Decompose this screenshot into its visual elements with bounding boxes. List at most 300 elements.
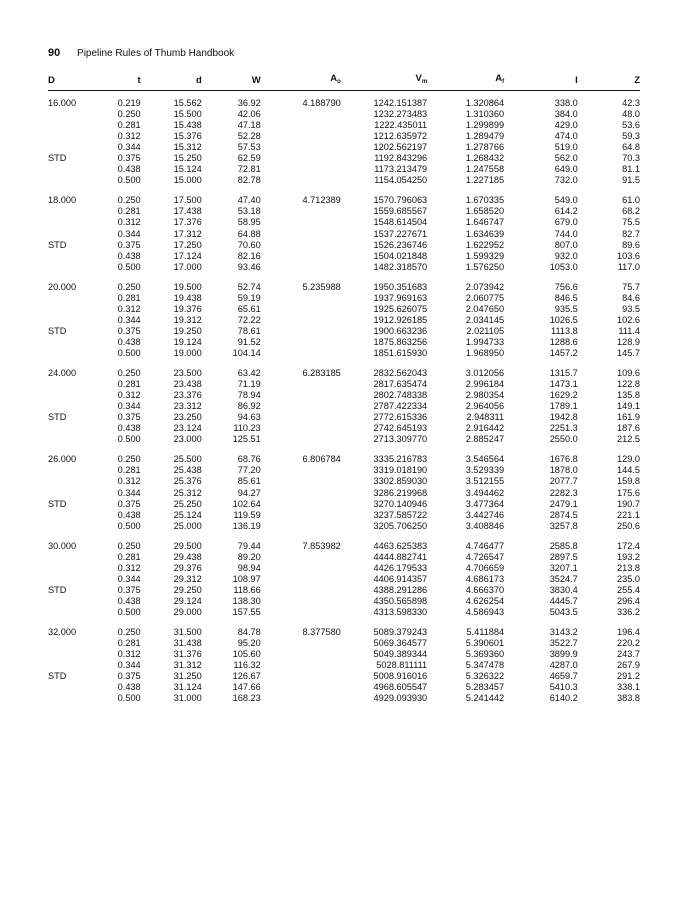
cell-I: 3257.8: [549, 520, 578, 531]
cell-I: 807.0: [554, 239, 578, 250]
cell-Z: 338.1: [617, 682, 640, 693]
group-spacer: [48, 445, 640, 454]
cell-d: 17.500: [173, 195, 202, 206]
cell-d: 25.000: [173, 520, 202, 531]
table-row: [48, 488, 640, 499]
cell-W: 36.92: [237, 98, 261, 108]
cell-D: [48, 304, 101, 315]
table-row: [48, 195, 640, 206]
cell-W: 168.23: [232, 693, 261, 704]
cell-W: 63.42: [237, 368, 261, 379]
cell-t: 0.281: [117, 120, 141, 131]
cell-Ao: [261, 574, 341, 585]
cell-Af: 5.326322: [465, 671, 505, 682]
cell-Vm: 4313.598330: [373, 606, 428, 617]
cell-Z: 48.0: [622, 109, 640, 120]
cell-I: 4287.0: [549, 660, 578, 671]
cell-D: [48, 574, 101, 585]
cell-d: 19.376: [173, 303, 202, 314]
cell-d: 23.312: [173, 401, 202, 412]
cell-Af: 4.726547: [465, 551, 505, 562]
cell-I: 2550.0: [549, 434, 578, 445]
group-spacer: [48, 532, 640, 541]
cell-t: 0.375: [117, 412, 141, 423]
cell-Vm: 4929.093930: [373, 693, 428, 704]
cell-W: 72.81: [237, 164, 261, 175]
cell-Af: 3.408846: [465, 520, 505, 531]
cell-Vm: 1900.663236: [373, 325, 428, 336]
cell-Ao: [261, 120, 341, 131]
cell-D: [48, 423, 101, 434]
cell-d: 25.376: [173, 476, 202, 487]
cell-Z: 221.1: [617, 509, 640, 520]
cell-W: 138.30: [232, 595, 261, 606]
cell-Ao: 5.235988: [302, 281, 341, 292]
cell-Vm: 2713.309770: [373, 434, 428, 445]
cell-Af: 5.369360: [465, 649, 505, 660]
cell-d: 25.250: [173, 498, 202, 509]
cell-Ao: [261, 217, 341, 228]
cell-I: 3524.7: [549, 573, 578, 584]
cell-D: 26.000: [48, 454, 77, 465]
cell-d: 17.376: [173, 217, 202, 228]
cell-Ao: [261, 109, 341, 120]
table-row: [48, 153, 640, 164]
cell-W: 98.94: [237, 562, 261, 573]
cell-Vm: 4406.914357: [373, 573, 428, 584]
cell-Z: 84.6: [622, 292, 640, 303]
cell-Z: 190.7: [617, 498, 640, 509]
cell-I: 2282.3: [549, 487, 578, 498]
cell-D: [48, 142, 101, 153]
cell-d: 31.438: [173, 638, 202, 649]
table-row: [48, 326, 640, 337]
cell-Z: 235.0: [617, 573, 640, 584]
cell-W: 72.22: [237, 314, 261, 325]
cell-W: 59.19: [237, 292, 261, 303]
table-row: [48, 521, 640, 532]
cell-D: [48, 434, 101, 445]
cell-Af: 3.494462: [465, 487, 505, 498]
cell-Z: 109.6: [617, 368, 640, 379]
cell-I: 932.0: [554, 250, 578, 261]
cell-Z: 59.3: [622, 131, 640, 142]
cell-I: 4445.7: [549, 595, 578, 606]
cell-Vm: 2772.615336: [373, 412, 428, 423]
cell-t: 0.219: [117, 98, 141, 108]
cell-Ao: [261, 693, 341, 704]
table-row: [48, 120, 640, 131]
table-row: [48, 142, 640, 153]
cell-Z: 220.2: [617, 638, 640, 649]
cell-Ao: 8.377580: [302, 627, 341, 638]
cell-Ao: [261, 337, 341, 348]
cell-Ao: [261, 465, 341, 476]
cell-d: 15.438: [173, 120, 202, 131]
cell-d: 31.000: [173, 693, 202, 704]
cell-d: 15.500: [173, 109, 202, 120]
cell-I: 1789.1: [549, 401, 578, 412]
cell-t: 0.500: [117, 693, 141, 704]
running-head: [48, 47, 234, 59]
cell-D: [48, 693, 101, 704]
cell-Ao: [261, 521, 341, 532]
table-row: [48, 638, 640, 649]
cell-Z: 68.2: [622, 206, 640, 217]
cell-Vm: 4350.565898: [373, 595, 428, 606]
cell-I: 519.0: [554, 142, 578, 153]
cell-D: [48, 596, 101, 607]
cell-W: 95.20: [237, 638, 261, 649]
cell-W: 118.66: [233, 584, 261, 595]
cell-t: 0.438: [117, 336, 141, 347]
cell-Af: 2.948311: [466, 412, 505, 423]
cell-t: 0.281: [117, 292, 141, 303]
cell-I: 649.0: [554, 164, 578, 175]
cell-Vm: 1482.318570: [373, 261, 428, 272]
cell-Af: 2.034145: [465, 314, 505, 325]
cell-Z: 75.7: [622, 281, 640, 292]
cell-t: 0.375: [117, 584, 141, 595]
cell-Af: 1.278766: [465, 142, 505, 153]
cell-D: [48, 109, 101, 120]
cell-I: 2251.3: [549, 423, 578, 434]
cell-I: 935.5: [554, 303, 578, 314]
cell-Vm: 1504.021848: [373, 250, 428, 261]
table-row: [48, 109, 640, 120]
cell-d: 15.376: [173, 131, 202, 142]
cell-Z: 196.4: [617, 627, 640, 638]
cell-Af: 1.320864: [465, 98, 505, 108]
cell-I: 3207.1: [549, 562, 578, 573]
cell-I: 474.0: [554, 131, 578, 142]
cell-Ao: [261, 563, 341, 574]
cell-Ao: [261, 206, 341, 217]
cell-t: 0.312: [117, 131, 141, 142]
cell-Vm: 1202.562197: [373, 142, 428, 153]
cell-Z: 250.6: [617, 520, 640, 531]
cell-Af: 5.241442: [465, 693, 505, 704]
cell-Z: 213.8: [617, 562, 640, 573]
cell-Vm: 4388.291286: [373, 584, 428, 595]
table-row: [48, 693, 640, 704]
cell-W: 64.88: [237, 228, 261, 239]
table-row: [48, 282, 640, 293]
cell-d: 31.312: [173, 660, 202, 671]
table-row: [48, 293, 640, 304]
cell-Z: 64.8: [622, 142, 640, 153]
table-row: [48, 304, 640, 315]
cell-W: 58.95: [237, 217, 261, 228]
table-row: [48, 499, 640, 510]
cell-D: 32.000: [48, 627, 77, 638]
cell-D: [48, 607, 101, 618]
cell-W: 79.44: [237, 540, 261, 551]
header-row: [48, 72, 640, 91]
cell-Af: 2.047650: [465, 303, 505, 314]
table-row: [48, 251, 640, 262]
cell-Z: 81.1: [622, 164, 640, 175]
cell-I: 744.0: [554, 228, 578, 239]
cell-Af: 2.916442: [465, 423, 505, 434]
cell-I: 1457.2: [549, 347, 578, 358]
cell-t: 0.344: [117, 314, 141, 325]
cell-Z: 383.8: [617, 693, 640, 704]
cell-d: 19.250: [173, 325, 202, 336]
cell-I: 1473.1: [549, 379, 578, 390]
cell-W: 91.52: [237, 336, 261, 347]
cell-W: 82.78: [237, 175, 261, 186]
cell-d: 19.000: [173, 347, 202, 358]
cell-D: STD: [48, 412, 67, 423]
cell-d: 25.312: [173, 487, 202, 498]
cell-d: 29.312: [173, 573, 202, 584]
cell-Ao: 6.283185: [302, 368, 341, 379]
cell-Ao: [261, 262, 341, 273]
cell-t: 0.250: [117, 368, 141, 379]
cell-d: 15.312: [173, 142, 202, 153]
cell-W: 104.14: [232, 347, 261, 358]
cell-Ao: [261, 164, 341, 175]
cell-t: 0.281: [117, 551, 141, 562]
cell-W: 94.63: [237, 412, 261, 423]
cell-Af: 4.626254: [465, 595, 505, 606]
cell-Vm: 1851.615930: [373, 347, 428, 358]
cell-D: STD: [48, 239, 67, 250]
table-row: [48, 510, 640, 521]
running-title: Pipeline Rules of Thumb Handbook: [77, 48, 235, 59]
cell-Ao: [261, 510, 341, 521]
cell-t: 0.344: [117, 142, 141, 153]
cell-d: 29.500: [173, 540, 202, 551]
cell-Ao: [261, 304, 341, 315]
cell-D: [48, 348, 101, 359]
cell-D: [48, 120, 101, 131]
table-row: [48, 262, 640, 273]
cell-D: [48, 488, 101, 499]
cell-Z: 145.7: [617, 347, 640, 358]
cell-d: 23.124: [173, 423, 202, 434]
cell-W: 62.59: [237, 153, 261, 164]
table-row: [48, 649, 640, 660]
cell-Af: 1.646747: [465, 217, 505, 228]
cell-Vm: 1154.054250: [374, 175, 428, 186]
col-header-W: W: [202, 72, 261, 91]
cell-Z: 187.6: [617, 423, 640, 434]
cell-t: 0.500: [117, 347, 141, 358]
cell-Vm: 2832.562043: [373, 368, 428, 379]
cell-t: 0.312: [117, 217, 141, 228]
cell-Z: 93.5: [622, 303, 640, 314]
cell-Vm: 5028.811111: [376, 660, 428, 671]
table-row: [48, 671, 640, 682]
cell-D: [48, 521, 101, 532]
cell-D: [48, 638, 101, 649]
cell-Ao: [261, 607, 341, 618]
table-row: [48, 423, 640, 434]
cell-t: 0.250: [117, 195, 141, 206]
cell-I: 384.0: [554, 109, 578, 120]
cell-I: 2874.5: [549, 509, 578, 520]
cell-D: 16.000: [48, 98, 77, 108]
cell-I: 3143.2: [549, 627, 578, 638]
cell-Af: 1.289479: [465, 131, 505, 142]
cell-Vm: 1937.969163: [373, 292, 428, 303]
cell-t: 0.500: [117, 520, 141, 531]
cell-Af: 2.073942: [465, 281, 505, 292]
cell-I: 1113.8: [551, 325, 578, 336]
cell-Af: 1.658520: [465, 206, 505, 217]
cell-Vm: 1173.213479: [374, 164, 428, 175]
cell-D: [48, 131, 101, 142]
cell-Af: 5.390601: [465, 638, 505, 649]
cell-Ao: [261, 552, 341, 563]
cell-d: 17.000: [173, 261, 202, 272]
cell-Vm: 3335.216783: [373, 454, 428, 465]
cell-I: 4659.7: [549, 671, 578, 682]
cell-Af: 1.227185: [465, 175, 505, 186]
col-header-Z: Z: [578, 72, 640, 91]
cell-t: 0.250: [117, 454, 141, 465]
cell-Z: 91.5: [622, 175, 640, 186]
cell-t: 0.500: [117, 261, 141, 272]
cell-t: 0.438: [117, 164, 141, 175]
cell-W: 82.16: [237, 250, 261, 261]
cell-Z: 296.4: [617, 595, 640, 606]
cell-Vm: 1212.635972: [373, 131, 428, 142]
table-row: [48, 217, 640, 228]
cell-Vm: 5008.916016: [373, 671, 428, 682]
cell-I: 3830.4: [549, 584, 578, 595]
cell-W: 57.53: [237, 142, 261, 153]
cell-W: 86.92: [237, 401, 261, 412]
cell-W: 105.60: [232, 649, 261, 660]
cell-Z: 103.6: [617, 250, 640, 261]
cell-Vm: 3286.219968: [373, 487, 428, 498]
cell-Af: 1.599329: [465, 250, 505, 261]
col-header-Vm: $V_m$: [341, 72, 427, 91]
cell-Af: 4.666370: [465, 584, 505, 595]
table-body: [48, 91, 640, 705]
table-row: [48, 315, 640, 326]
table-row: [48, 131, 640, 142]
cell-W: 102.64: [232, 498, 261, 509]
cell-Af: 5.411884: [466, 627, 505, 638]
cell-t: 0.281: [117, 379, 141, 390]
cell-Ao: 6.806784: [302, 454, 341, 465]
table-row: [48, 660, 640, 671]
cell-Z: 161.9: [617, 412, 640, 423]
cell-t: 0.281: [117, 465, 141, 476]
cell-Vm: 2787.422334: [373, 401, 428, 412]
cell-Z: 61.0: [622, 195, 640, 206]
cell-D: [48, 315, 101, 326]
cell-D: [48, 251, 101, 262]
cell-d: 19.438: [173, 292, 202, 303]
cell-D: [48, 379, 101, 390]
cell-Z: 128.9: [617, 336, 640, 347]
cell-Ao: [261, 142, 341, 153]
cell-Af: 1.670335: [465, 195, 505, 206]
cell-Vm: 4463.625383: [373, 540, 428, 551]
cell-I: 1676.8: [549, 454, 578, 465]
table-row: [48, 368, 640, 379]
cell-t: 0.438: [117, 250, 141, 261]
cell-D: [48, 649, 101, 660]
cell-I: 1878.0: [549, 465, 578, 476]
col-header-Ao: $A_o$: [261, 72, 341, 91]
cell-t: 0.250: [117, 540, 141, 551]
cell-Vm: 1242.151387: [373, 98, 428, 108]
cell-I: 756.6: [554, 281, 578, 292]
cell-I: 429.0: [554, 120, 578, 131]
cell-Z: 102.6: [617, 314, 640, 325]
cell-Vm: 4426.179533: [373, 562, 428, 573]
cell-Ao: [261, 390, 341, 401]
cell-Vm: 5049.389344: [373, 649, 428, 660]
cell-Ao: [261, 379, 341, 390]
cell-I: 2479.1: [549, 498, 578, 509]
cell-D: [48, 682, 101, 693]
cell-Z: 291.2: [617, 671, 640, 682]
cell-I: 2077.7: [549, 476, 578, 487]
cell-Vm: 1537.227671: [373, 228, 428, 239]
cell-t: 0.312: [117, 390, 141, 401]
cell-Vm: 4968.605547: [373, 682, 428, 693]
cell-Z: 255.4: [617, 584, 640, 595]
cell-Ao: [261, 682, 341, 693]
cell-d: 25.500: [173, 454, 202, 465]
cell-t: 0.438: [117, 595, 141, 606]
table-row: [48, 412, 640, 423]
cell-Af: 2.980354: [465, 390, 505, 401]
cell-Z: 175.6: [617, 487, 640, 498]
cell-W: 65.61: [237, 303, 261, 314]
cell-Af: 4.746477: [465, 540, 505, 551]
cell-d: 23.250: [173, 412, 202, 423]
cell-Vm: 1912.926185: [373, 314, 428, 325]
cell-d: 25.438: [173, 465, 202, 476]
cell-Af: 2.996184: [465, 379, 505, 390]
cell-t: 0.250: [117, 627, 141, 638]
cell-t: 0.281: [117, 206, 141, 217]
cell-W: 84.78: [237, 627, 261, 638]
cell-Ao: [261, 315, 341, 326]
cell-t: 0.375: [117, 153, 141, 164]
table-row: [48, 164, 640, 175]
cell-Z: 193.2: [617, 551, 640, 562]
cell-d: 15.124: [173, 164, 202, 175]
cell-d: 23.438: [173, 379, 202, 390]
table-row: [48, 682, 640, 693]
cell-d: 29.376: [173, 562, 202, 573]
cell-t: 0.312: [117, 476, 141, 487]
cell-D: [48, 229, 101, 240]
table-row: [48, 541, 640, 552]
cell-Ao: [261, 488, 341, 499]
cell-Vm: 3205.706250: [373, 520, 428, 531]
cell-Ao: [261, 423, 341, 434]
cell-W: 52.28: [237, 131, 261, 142]
table-row: [48, 476, 640, 487]
cell-d: 31.124: [173, 682, 202, 693]
cell-Ao: [261, 293, 341, 304]
cell-Z: 243.7: [617, 649, 640, 660]
cell-W: 52.74: [237, 281, 261, 292]
cell-Af: 1.247558: [465, 164, 505, 175]
cell-Vm: 2742.645193: [373, 423, 428, 434]
group-spacer: [48, 618, 640, 627]
